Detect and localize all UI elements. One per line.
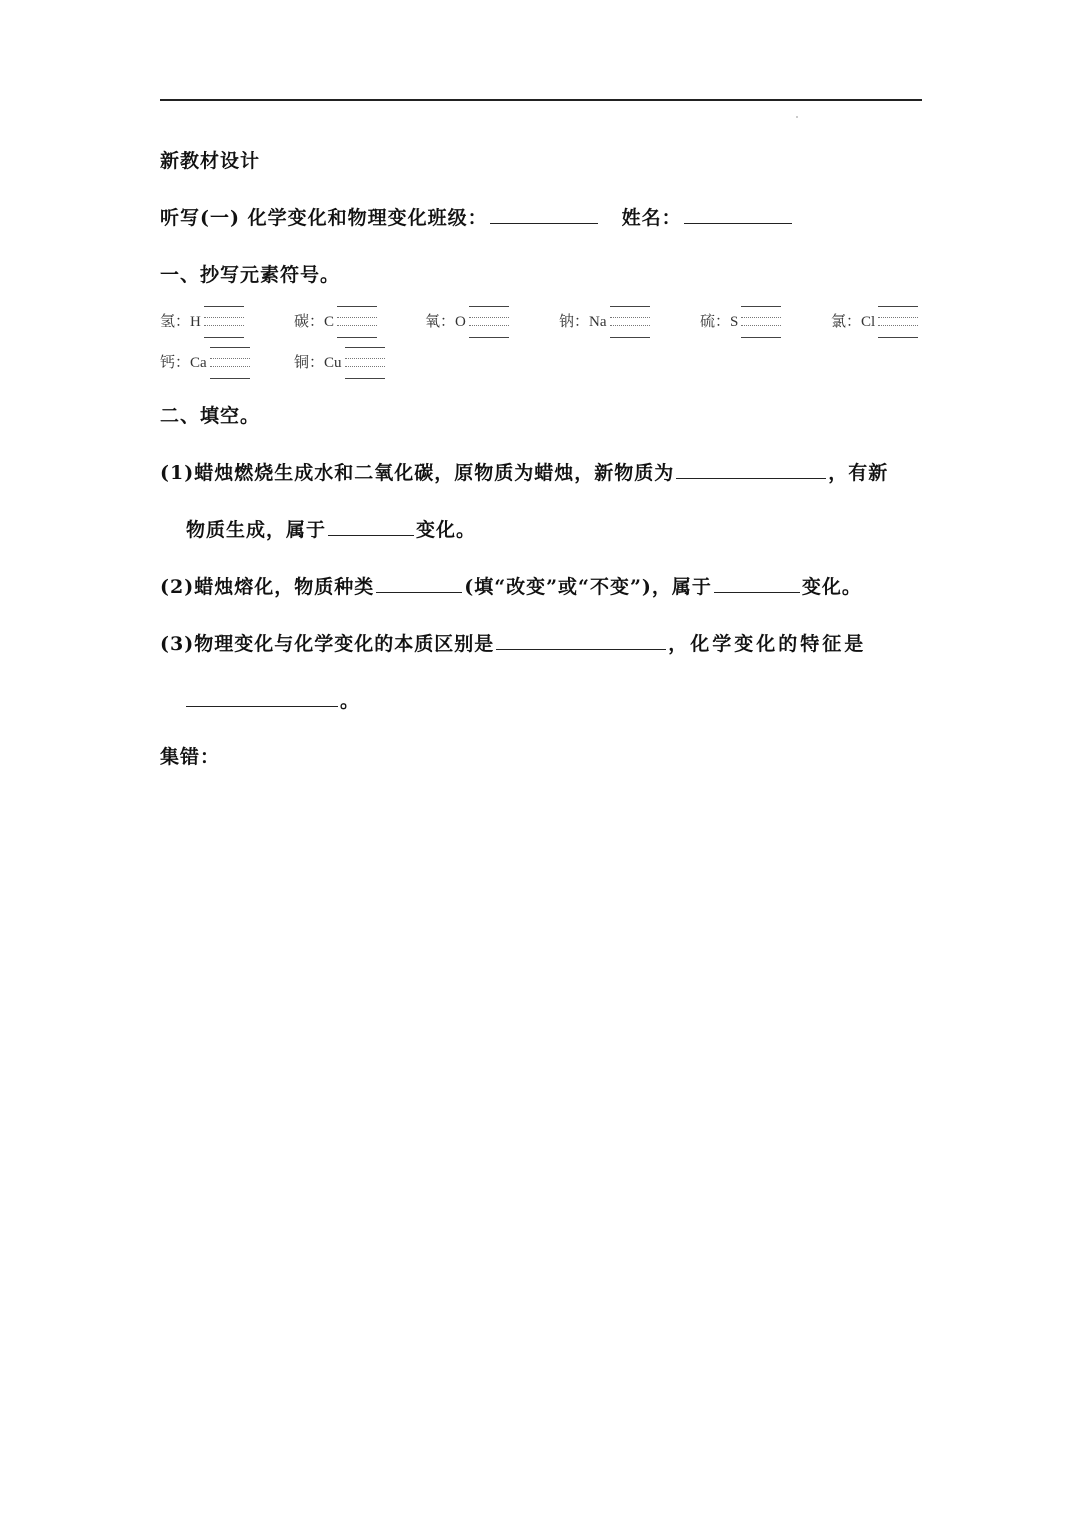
writing-box[interactable] — [878, 306, 918, 338]
writing-box[interactable] — [345, 347, 385, 379]
class-blank[interactable] — [490, 205, 598, 224]
class-label: 班级： — [427, 207, 488, 229]
element-chlorine: 氯：Cl — [831, 306, 918, 338]
section2-heading: 二、填空。 — [160, 405, 261, 427]
writing-box[interactable] — [204, 306, 244, 338]
question-2: (2)蜡烛熔化，物质种类 (填“改变”或“不变”)，属于 变化。 — [160, 576, 862, 598]
question-3-line-1: (3)物理变化与化学变化的本质区别是 ，化学变化的特征是 — [160, 633, 867, 655]
element-hydrogen: 氢：H — [160, 306, 244, 338]
errors-label: 集错： — [160, 746, 221, 768]
header-title: 新教材设计 — [160, 150, 261, 172]
q3-blank-chemical-feature[interactable] — [186, 688, 338, 707]
writing-box[interactable] — [210, 347, 250, 379]
name-blank[interactable] — [684, 205, 792, 224]
writing-box[interactable] — [469, 306, 509, 338]
element-calcium: 钙：Ca — [160, 347, 250, 379]
dictation-title: 听写(一) 化学变化和物理变化 — [160, 207, 428, 229]
question-3-line-2: 。 — [184, 686, 360, 713]
header-rule — [160, 99, 922, 101]
question-1-line-1: (1)蜡烛燃烧生成水和二氧化碳，原物质为蜡烛，新物质为 ，有新 — [160, 462, 889, 484]
name-label: 姓名： — [621, 207, 682, 229]
element-carbon: 碳：C — [294, 306, 377, 338]
element-oxygen: 氧：O — [425, 306, 509, 338]
element-copper: 铜：Cu — [294, 347, 385, 379]
question-1-line-2: 物质生成，属于 变化。 — [186, 519, 477, 541]
writing-box[interactable] — [741, 306, 781, 338]
dictation-line — [160, 203, 794, 230]
writing-box[interactable] — [610, 306, 650, 338]
page-dot — [796, 116, 798, 118]
writing-box[interactable] — [337, 306, 377, 338]
element-sulfur: 硫：S — [700, 306, 781, 338]
q2-blank-substance-kind[interactable] — [376, 574, 462, 593]
q3-blank-essential-difference[interactable] — [496, 631, 666, 650]
section1-heading: 一、抄写元素符号。 — [160, 264, 341, 286]
q1-blank-change-type[interactable] — [328, 517, 414, 536]
element-sodium: 钠：Na — [559, 306, 650, 338]
q1-blank-new-substance[interactable] — [676, 460, 826, 479]
q2-blank-change-type[interactable] — [714, 574, 800, 593]
